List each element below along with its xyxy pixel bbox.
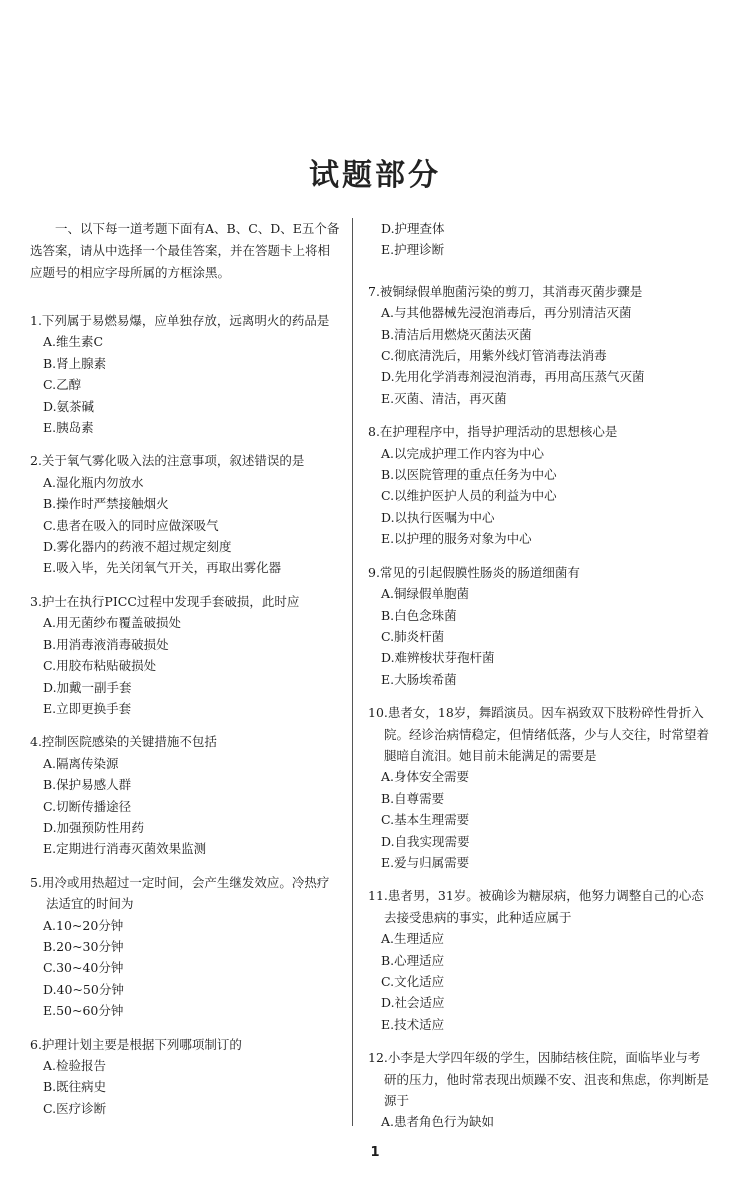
column-divider (352, 218, 353, 1126)
option: A.铜绿假单胞菌 (381, 586, 470, 602)
right-question-list (368, 281, 710, 1133)
left-question-list (30, 310, 340, 1119)
option: D.以执行医嘱为中心 (381, 509, 495, 525)
question-stem: 7.被铜绿假单胞菌污染的剪刀，其消毒灭菌步骤是 (368, 283, 643, 299)
option: B.用消毒液消毒破损处 (43, 636, 169, 652)
instructions: 一、以下每一道考题下面有A、B、C、D、E五个备选答案，请从中选择一个最佳答案，并在答题卡上将相应题号的相应字母所属的方框涂黑。 (30, 221, 340, 280)
option: B.白色念珠菌 (381, 607, 457, 623)
option: D.难辨梭状芽孢杆菌 (381, 650, 495, 666)
question-stem: 12.小李是大学四年级的学生，因肺结核住院，面临毕业与考研的压力，他时常表现出烦躁不安、沮丧和焦虑，你判断是源于 (368, 1050, 710, 1109)
question-item (368, 1047, 710, 1133)
question-item (30, 872, 340, 1022)
option: C.彻底清洗后，用紫外线灯管消毒法消毒 (381, 348, 607, 364)
question-item (368, 702, 710, 873)
option: A.身体安全需要 (381, 769, 470, 785)
question-item (368, 281, 710, 409)
continued-options (368, 218, 710, 261)
question-stem: 1.下列属于易燃易爆，应单独存放，远离明火的药品是 (30, 313, 330, 328)
page-title: 试题部分 (309, 158, 441, 193)
option: E.护理诊断 (381, 242, 445, 258)
question-item (30, 591, 340, 719)
option: B.肾上腺素 (43, 355, 107, 371)
option: B.清洁后用燃烧灭菌法灭菌 (381, 326, 532, 342)
option: C.以维护医护人员的利益为中心 (381, 488, 557, 504)
question-item (30, 450, 340, 578)
question-stem: 3.护士在执行PICC过程中发现手套破损，此时应 (30, 593, 300, 609)
question-stem: 2.关于氧气雾化吸入法的注意事项，叙述错误的是 (30, 453, 305, 469)
option: C.患者在吸入的同时应做深吸气 (43, 517, 219, 533)
question-item (30, 1034, 340, 1120)
option: A.10~20分钟 (43, 917, 124, 933)
left-column (30, 218, 340, 1131)
option: E.定期进行消毒灭菌效果监测 (43, 841, 207, 857)
option: C.医疗诊断 (43, 1100, 107, 1116)
option: E.以护理的服务对象为中心 (381, 531, 532, 547)
question-item (368, 421, 710, 549)
option: E.50~60分钟 (43, 1003, 124, 1019)
option: B.20~30分钟 (43, 938, 124, 954)
question-stem: 11.患者男，31岁。被确诊为糖尿病，他努力调整自己的心态去接受患病的事实，此种适应属于 (368, 888, 704, 925)
question-stem: 8.在护理程序中，指导护理活动的思想核心是 (368, 424, 618, 440)
question-item (30, 731, 340, 859)
right-column (368, 218, 710, 1145)
option: A.生理适应 (381, 931, 445, 947)
option: E.灭菌、清洁，再灭菌 (381, 390, 507, 406)
option: B.自尊需要 (381, 790, 445, 806)
question-stem: 6.护理计划主要是根据下列哪项制订的 (30, 1036, 242, 1052)
option: A.维生素C (43, 334, 104, 350)
option: A.患者角色行为缺如 (381, 1114, 495, 1130)
option: D.40~50分钟 (43, 981, 124, 997)
question-stem: 5.用冷或用热超过一定时间，会产生继发效应。冷热疗法适宜的时间为 (30, 874, 330, 912)
question-stem: 4.控制医院感染的关键措施不包括 (30, 734, 217, 750)
question-stem: 10.患者女，18岁，舞蹈演员。因车祸致双下肢粉碎性骨折入院。经诊治病情稳定，但情绪低落，少与人交往，时常望着腿暗自流泪。她目前未能满足的需要是 (368, 705, 710, 763)
option: E.技术适应 (381, 1016, 445, 1032)
option: A.湿化瓶内勿放水 (43, 474, 144, 490)
question-item (368, 885, 710, 1035)
option: D.自我实现需要 (381, 833, 470, 849)
option: C.文化适应 (381, 974, 445, 989)
option: A.用无菌纱布覆盖破损处 (43, 615, 182, 631)
option: E.大肠埃希菌 (381, 671, 457, 687)
option: D.加戴一副手套 (43, 679, 132, 695)
option: C.乙醇 (43, 377, 82, 393)
option: A.检验报告 (43, 1058, 107, 1073)
option: D.护理查体 (381, 221, 445, 236)
option: C.切断传播途径 (43, 798, 132, 814)
option: B.既往病史 (43, 1079, 107, 1095)
option: B.保护易感人群 (43, 777, 132, 793)
option: A.隔离传染源 (43, 755, 119, 771)
option: C.30~40分钟 (43, 960, 124, 976)
option: E.胰岛素 (43, 420, 94, 436)
option: C.基本生理需要 (381, 812, 470, 828)
page-number: 1 (370, 1145, 380, 1160)
option: C.肺炎杆菌 (381, 628, 445, 644)
question-item (368, 562, 710, 690)
option: C.用胶布粘贴破损处 (43, 658, 157, 674)
option: D.雾化器内的药液不超过规定刻度 (43, 539, 232, 555)
option: D.社会适应 (381, 995, 445, 1011)
option: E.立即更换手套 (43, 700, 132, 716)
option: D.加强预防性用药 (43, 819, 145, 835)
option: A.以完成护理工作内容为中心 (381, 445, 545, 461)
option: E.爱与归属需要 (381, 854, 470, 870)
option: B.操作时严禁接触烟火 (43, 496, 169, 512)
option: A.与其他器械先浸泡消毒后，再分别清洁灭菌 (381, 305, 632, 321)
option: E.吸入毕，先关闭氧气开关，再取出雾化器 (43, 560, 282, 576)
option: B.以医院管理的重点任务为中心 (381, 467, 557, 483)
question-item (30, 310, 340, 438)
option: B.心理适应 (381, 952, 445, 968)
question-stem: 9.常见的引起假膜性肠炎的肠道细菌有 (368, 564, 580, 580)
option: D.先用化学消毒剂浸泡消毒，再用高压蒸气灭菌 (381, 369, 645, 385)
option: D.氨茶碱 (43, 398, 95, 414)
